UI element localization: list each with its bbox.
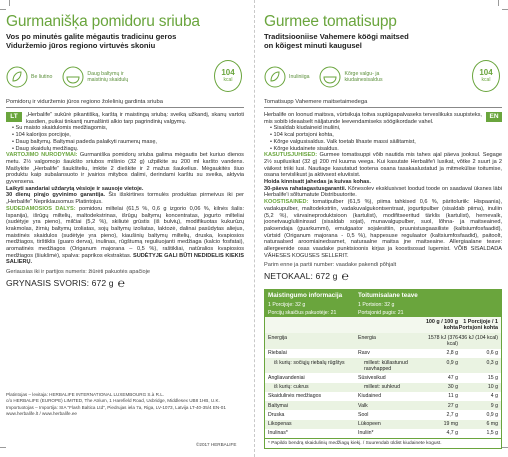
lt-claim-icons [6, 59, 244, 95]
nutrition-heading-et: Toitumisalane teave [358, 292, 418, 300]
nutrition-count-et: Portsjonid pugis: 21 [358, 310, 404, 317]
nutrition-serving [265, 301, 501, 309]
et-text-block [264, 112, 502, 259]
table-row [265, 333, 501, 348]
nutrient-name-lt: Angliavandeniai [268, 374, 305, 381]
table-row [265, 392, 501, 401]
nutrition-column-headers [265, 317, 501, 333]
et-bestbefore-note: Parim enne ja partii number: vaadake pakendi põhjalt [264, 262, 397, 269]
crop-mark [502, 447, 508, 448]
value-per-serving: 4 g [490, 393, 498, 400]
et-intro: Herbalife on loonud maitsva, vürtsikuja toitva supiügapalvaseks terveslikuks suupisteks, mis sobib ideaalselt näljatunde leevendamiseks söögikordade vahel. [264, 112, 482, 125]
et-subtitle [264, 32, 502, 50]
imprint-line: Importuotojas – Importija: SIA "Flash Baltica Ltd", Piedrujas iela 7a, Riga, LV-1073, Latvija LT-40-35/4 EN-01 [6, 404, 226, 410]
list-item: • Kõrge kiudainete sisaldus. [270, 146, 502, 153]
et-kcal-unit: kcal [481, 77, 491, 83]
lt-allergen: SUDĖTYJE GALI BŪTI NEDIDELIS KIEKIS SALIERŲ. [6, 252, 244, 266]
et-language-badge: EN [486, 112, 502, 122]
value-per-100g: 19 mg [443, 421, 458, 427]
nutrition-serving-lt: 1 Porcijoje: 32 g [268, 302, 306, 309]
value-per-100g: 2,7 g [446, 411, 458, 418]
crop-mark [502, 9, 508, 10]
lt-kcal-badge [214, 60, 242, 92]
nutrition-table [264, 289, 502, 448]
lt-usage [6, 152, 244, 186]
nutrient-name-lt: iš kurių: sočiųjų riebalų rūgštys [274, 359, 345, 366]
lt-title: Gurmanišķa pomidoru sriuba [6, 13, 200, 30]
lt-claim-protein-label: Daug baltymų ir maistinių skaidulų [87, 70, 129, 83]
nutrition-footnote: * Papildo bendrą skaidulinių medžiagų kiekį. / Suurendab üldist kiudainete kogust. [265, 438, 501, 448]
value-per-serving: 1,5 g [486, 430, 498, 437]
lt-subtitle [6, 32, 244, 50]
table-row [265, 401, 501, 410]
value-per-100g: 4,7 g [446, 430, 458, 437]
lt-ingredients-text: pomidoru miltelai (61,5 %, 0,6 g izgorio 0,06 %, kilnės šalis: Ispanija), išrūgų miltelių, maltodekstrinas, išrūgų baltymų koncentratas, jogurto milteliai (sudėtyje yra pieno), milčiai (5,2 %), skiliutė grūstis (iš bulvių), modifikuotas kukurūzų krakmolas, žirnių baltymų izoliatas, sojų baltymų izoliatas, laktozė, dalinai pasūdytas aliejus, maistinės skaidulos (sudėtyje yra pieno), kiaušinių baltymų miltelių, druska, kvapiosios medžiagos, tirštiklis (guaro derva), inulinas, rūgštumą reguliuojanti medžiaga (kalcio fosfatai), aromatinės medžiagos (Origanum majorana – 0,5 %), raštikliai, natūralios kvapiosios medžiagos (šiukšmė), spalva: paprikos ekstraktas. [6, 205, 244, 259]
lt-subtitle-line2: Viduržemio jūros regiono virtuvės skoniu [6, 41, 156, 50]
et-ingredients-heading: KOOSTISAINED: [264, 199, 309, 206]
nutrient-name-et: Sool [358, 411, 369, 418]
bowl-icon [319, 66, 341, 88]
value-per-serving: 9 g [490, 402, 498, 409]
et-claim-icons [264, 59, 502, 95]
et-guarantee-text: Kõnesolev eksklusivset loodud toode on saadaval üksnes läbi Herbalife'i sõltumatute Distribuutorite. [264, 185, 502, 199]
lt-claim-protein-fibre [62, 66, 143, 88]
nutrient-name-lt: Skaidulinės medžiagos [268, 393, 322, 400]
et-net-weight [264, 269, 502, 283]
nutrition-header [265, 290, 501, 301]
lt-claim-inulin-label: Be liutino [31, 73, 53, 80]
table-row [265, 373, 501, 382]
column-header-spacer [268, 319, 358, 331]
list-item: • 104 kcal portsjoni kohta, [270, 132, 502, 139]
et-product-name: Tomatisupp Vahemere maitsetaimedega [264, 99, 502, 108]
lt-guarantee [6, 192, 244, 205]
value-per-100g: 47 g [447, 374, 458, 381]
nutrient-name-et: Kiudained [358, 393, 382, 400]
nutrient-name-et: Inuliin* [358, 430, 374, 437]
lt-claim-inulin [6, 66, 52, 88]
et-body-text [264, 112, 502, 259]
et-benefit-list [264, 125, 502, 152]
value-per-serving: 0,3 g [486, 359, 498, 366]
lt-column [6, 0, 244, 457]
column-header-per-serving: 1 Porcijoje / 1 Portsjoni kohta [458, 319, 498, 332]
nutrient-name-lt: Riebalai [268, 350, 287, 357]
table-row [265, 420, 501, 429]
lt-body-text [6, 112, 244, 266]
lt-text-block [6, 112, 244, 266]
nutrient-name-et: Lükopeen [358, 421, 381, 427]
imprint [6, 392, 246, 447]
et-guarantee [264, 186, 502, 199]
et-claim-inulin-label: Inuliniiga [289, 73, 310, 80]
nutrient-name-et: Süsivesikud [358, 374, 386, 381]
lt-intro: „Herbalife“ sukūrė pikantišką, karštą ir maistingą sriubą: sveiką užkandį, skanų vartoti kasdien, puikai tinkantį numalšinti alkio tarp pagrindinių valgymų. [26, 112, 244, 125]
table-row [265, 429, 501, 438]
lt-kcal-number: 104 [221, 68, 235, 77]
lt-net-weight-text: GRYNASIS SVORIS: 672 g [6, 278, 114, 289]
et-claim-protein-label: Kõrge valgu- ja kiudainesisaldus [344, 70, 383, 83]
nutrient-name-et: millest: suhkrud [364, 384, 401, 391]
list-item: • 104 kalorijos porcijoje, [12, 132, 244, 139]
et-subtitle-line2: on kõigest minuti kaugusel [264, 41, 362, 50]
list-item: • Daug skaidulų medžiagų. [12, 146, 244, 153]
et-storage: Hoida kinnisatt jahedas ja kuivas kohas. [264, 179, 371, 186]
et-kcal-badge [472, 60, 500, 92]
lt-bestbefore-note: Geriausias iki ir partijos numeris: žiūrėti pakuotės apačioje [6, 269, 150, 276]
et-kcal-number: 104 [479, 68, 493, 77]
value-per-100g: 2,8 g [446, 350, 458, 357]
lt-benefit-list [6, 125, 244, 152]
fold-line [254, 0, 255, 457]
nutrient-name-lt: Inulinas* [268, 430, 288, 437]
et-net-weight-text: NETOKAAL: 672 g [264, 271, 338, 282]
imprint-line: c/o HERBALIFE (EUROPE) LIMITED, The Atrium, 1 Harefield Road, Uxbridge, Middlesex UB8 1HB, U.K. [6, 398, 220, 404]
value-per-serving: 0,9 g [486, 411, 498, 418]
lt-subtitle-line1: Vos po minutės galite mėgautis tradicinu geros [6, 32, 177, 41]
value-per-100g: 30 g [447, 384, 458, 391]
column-header-spacer [358, 319, 418, 331]
nutrient-name-et: millest: küllastunud rasvhapped [364, 359, 408, 372]
imprint-websites: www.herbalife.lt / www.herbalife.ee [6, 411, 77, 417]
lt-language-badge: LT [6, 112, 22, 122]
list-item: • Kõrge valgusisaldus. Valk toetab lihaste massi säilitamist, [270, 139, 502, 146]
estimated-sign-icon: ℮ [117, 276, 125, 291]
nutrient-name-lt: Likopenas [268, 421, 292, 427]
value-per-100g: 11 g [448, 393, 458, 400]
nutrient-name-lt: Druska [268, 411, 285, 418]
bowl-icon [62, 66, 84, 88]
leaf-icon [6, 66, 28, 88]
nutrient-name-et: Rasv [358, 350, 370, 357]
lt-guarantee-text: Šis išskirtines tormulės produktas pirmeivus iki per „Herbalife“ Nepriklausomus Platintojus. [6, 192, 244, 206]
list-item: • Su maisto skaidulomis medžiagomis, [12, 125, 244, 132]
value-per-100g: 1578 kJ (376 kcal) [428, 334, 458, 348]
nutrition-servings-count [265, 309, 501, 317]
et-usage [264, 152, 502, 179]
value-per-serving: 6 mg [486, 421, 498, 427]
list-item: • Daug baltymų. Baltymai padeda palaikyti raumenų masę, [12, 139, 244, 146]
et-guarantee-head: 30-päeva rahatagastusgarantii. [264, 185, 347, 192]
et-ingredients [264, 199, 502, 259]
leaf-icon [264, 66, 286, 88]
nutrient-name-et: Valk [358, 402, 368, 409]
table-row [265, 349, 501, 358]
lt-storage: Laikyti sandariai uždarytą vėsioje ir sausoje vietoje. [6, 185, 144, 192]
list-item: • Sisaldab kiudaineid inuliini, [270, 125, 502, 132]
imprint-copyright: ©2017 HERBALIFE [196, 442, 237, 447]
lt-ingredients [6, 206, 244, 266]
nutrient-name-lt: Energija [268, 334, 288, 341]
et-subtitle-line1: Traditsiooniise Vahemere köögi maitsed [264, 32, 409, 41]
table-row [265, 410, 501, 419]
lt-product-name: Pomidorų ir viduržemio jūros regiono žolelinių gardinta sriuba [6, 99, 244, 108]
value-per-serving: 15 g [487, 374, 498, 381]
nutrient-name-lt: iš kurių: cukrus [274, 384, 309, 391]
et-claim-protein-fibre [319, 66, 400, 88]
nutrition-rows [265, 333, 501, 437]
estimated-sign-icon: ℮ [341, 269, 349, 284]
nutrient-name-lt: Baltymai [268, 402, 288, 409]
et-usage-text: Gurmee tomatisuppi võib nautida mis tahes ajal päeva jooksul. Segage 2½ supilusikat (32 g) 200 ml kuuma veega. Kui kasutate Herbalife'i lusikat, võtke 2 suurt ja 2 väikest triiki lusi. Nautiage kasutatud tootena osana tasakaalustatud ja mitmekülise toitumise, osana tervislikust ja aktivsest eluviisist. [264, 152, 502, 179]
imprint-line: Platintojas – levitaja: HERBALIFE INTERNATIONAL LUXEMBOURG S.à R.L. [6, 392, 165, 397]
lt-usage-heading: VARTOJIMO NURODYMAI: [6, 152, 78, 159]
value-per-serving: 10 g [487, 384, 498, 391]
value-per-100g: 0,9 g [446, 359, 458, 366]
value-per-100g: 27 g [447, 402, 458, 409]
value-per-serving: 436 kJ (104 kcal) [458, 334, 498, 341]
column-header-per100g: 100 g / 100 g kohta [425, 319, 458, 332]
nutrient-name-et: Energia [358, 334, 376, 341]
et-column [264, 0, 502, 457]
lt-usage-text: Gurmaniška pomidorų sriuba galima mėgautis bet kuriuo dienos metu. 2½ valgomojo šaukšto sriubos mišinio (32 g) užpilkite su 200 ml karšto vandens. Maišykite „Herbalife“ šaukšteliu, imkite 2 dieškite ir 2 mažus šaukelius. Mėgaukitės šiuo produktu kaip subalansuoto ir įvairios mitybos dalimi, derindami karštu su sveika, aktyvia gyvensena. [6, 152, 244, 186]
table-row [265, 383, 501, 392]
lt-guarantee-head: 30 dienų pirąjo gyvinimo garantija. [6, 192, 106, 199]
lt-net-weight [6, 276, 244, 290]
nutrition-serving-et: 1 Portsion: 32 g [358, 302, 395, 309]
value-per-serving: 0,6 g [486, 350, 498, 357]
nutrition-heading-lt: Maistingumo informacija [268, 292, 343, 300]
et-ingredients-text: tomatipulber (61,5 %), piima tahkised 0,6 %, päritoluriik: Hispaania), vadakupulber, maltodekstriin, vadakuvalgukontsentraat, jogurtipulber (sisaldab piima), inuliin (5,2 %), värvaineproduktsioon (kartulist), modifitseeritud tärklis (kartulist), hernevalk, joonetvaugluliininsad (sisaldab sojat), munavalgupulber, suol, lõhna- ja maitseained, paksendaja (guarkummi), emulgaator sojalesitiin, pruunistusgaasiliste (kaltsiumfosfaadid), vürtsid (Origanum majorana - 0,5 %), happesuse regulaator (kaltsiumfosfaadid), paitoolt, naturaalsed aroomiainedsamet, naturaalne maitsa jne maitseaine. Allergiaalane teave: allergeenide osas vaadake punktsioonis kirjas ja koostisosad lugemist. VÕIB SISALDADA VÄHESES KOGUSES SELLERIT. [264, 199, 502, 259]
et-usage-heading: KASUTUSJUHISED: [264, 152, 318, 159]
nutrition-count-lt: Porcijų skaičius pakuotėje: 21 [268, 310, 337, 317]
table-row [265, 358, 501, 373]
lt-kcal-unit: kcal [223, 77, 233, 83]
et-claim-inulin [264, 66, 309, 88]
lt-ingredients-heading: SUDEDAMOSIOS DALYS: [6, 205, 76, 212]
et-title: Gurmee tomatisupp [264, 13, 397, 30]
